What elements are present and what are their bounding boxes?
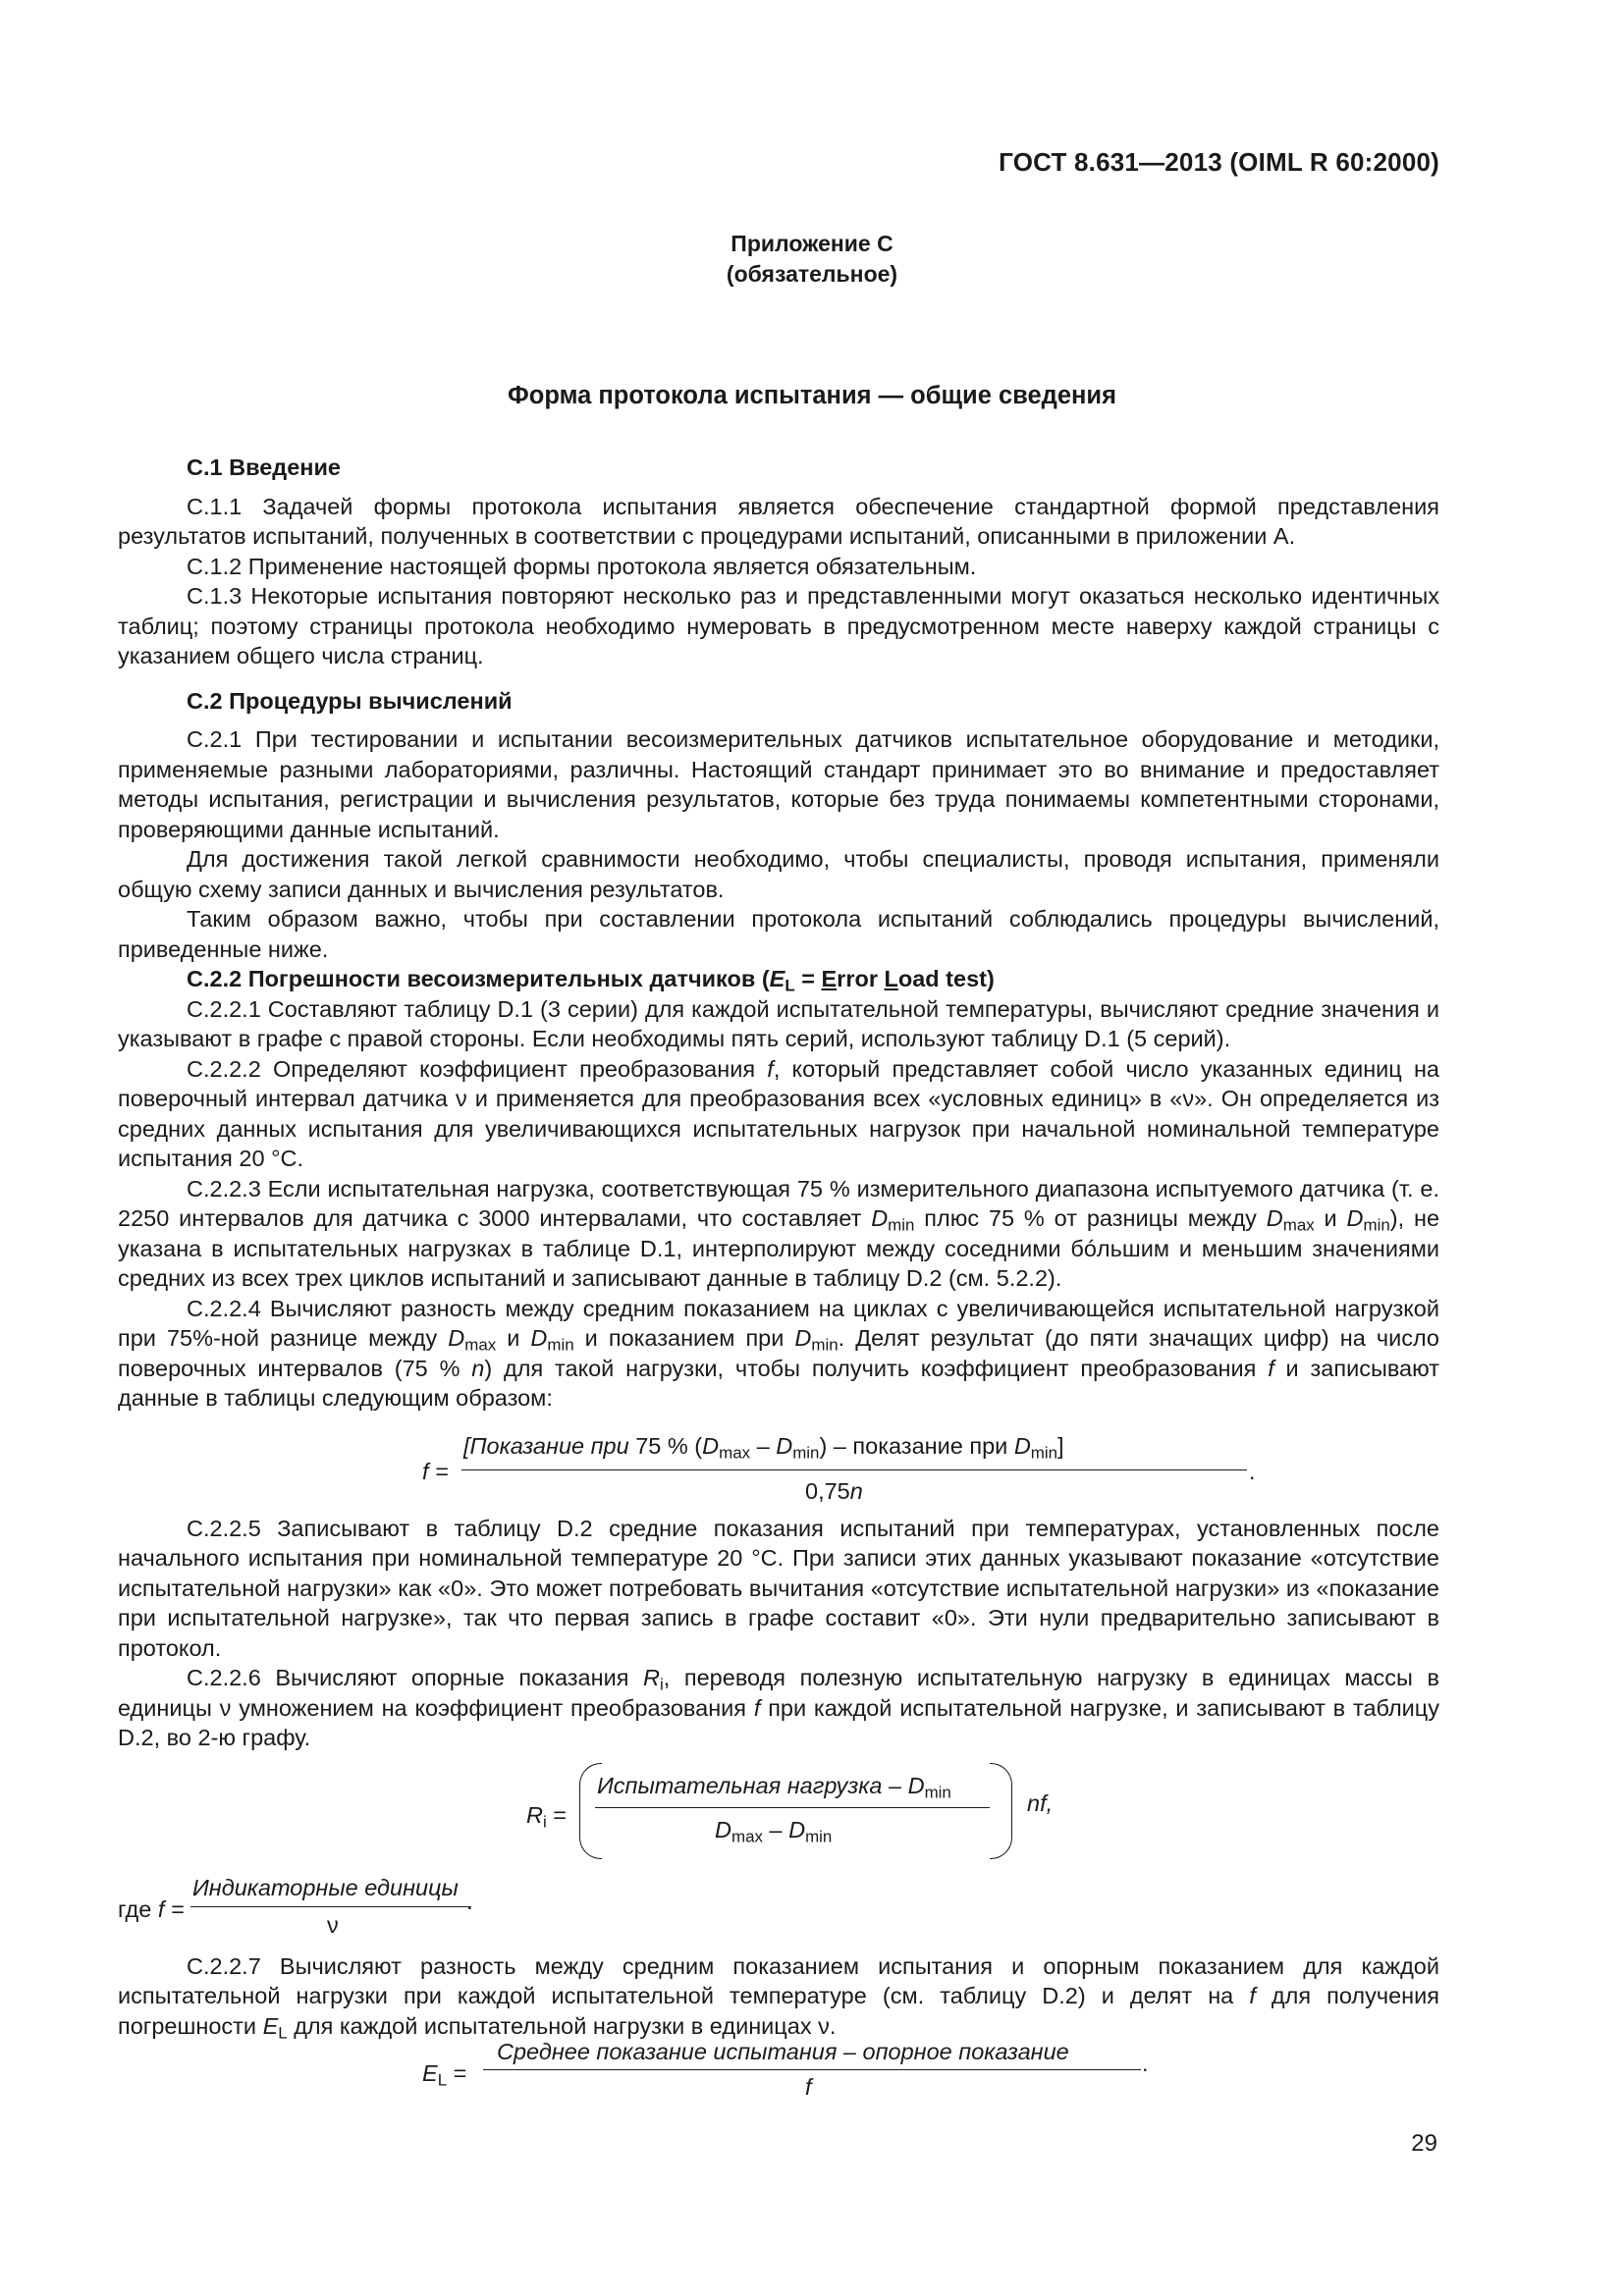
paragraph-c2-1c: Таким образом важно, чтобы при составлении протокола испытаний соблюдались процедуры вычислений, приведенные ниже.: [118, 906, 1439, 962]
formula-1-denominator: 0,75n: [805, 1477, 863, 1504]
annex-title-block: [0, 229, 1624, 290]
annex-title: Приложение С: [731, 231, 893, 256]
formula-4-fraction-line: [483, 2069, 1141, 2070]
formula-4-denominator: f: [805, 2074, 812, 2100]
formula-4-tail: .: [1142, 2051, 1149, 2076]
section-c2-heading: С.2 Процедуры вычислений: [187, 687, 513, 714]
paragraph-c1-1: С.1.1 Задачей формы протокола испытания является обеспечение стандартной формой представления результатов испытаний, полученных в соответствии с процедурами испытаний, описанными в приложении А.: [118, 493, 1439, 549]
formula-1-numerator: [Показание при 75 % $(D_{max} - D_{min})$ – показание при $D_{min}$]: [463, 1432, 1064, 1463]
formula-3-numerator: Индикаторные единицы: [192, 1874, 459, 1900]
paragraph-c2-2-6: С.2.2.6 Вычисляют опорные показания $R_i$, переводя полезную испытательную нагрузку в единицах массы в единицы ν умножением на коэффициент преобразования f при каждой испытательной нагрузке, и записывают в таблицу D.2, во 2-ю графу.: [118, 1665, 1440, 1750]
paragraph-c2-1b: Для достижения такой легкой сравнимости необходимо, чтобы специалисты, проводя испытания, применяли общую схему записи данных и вычисления результатов.: [118, 846, 1439, 902]
formula-3-denominator: ν: [327, 1911, 339, 1938]
formula-2-fraction-line: [595, 1807, 990, 1808]
paragraph-c1-3: С.1.3 Некоторые испытания повторяют несколько раз и представленными могут оказаться несколько идентичных таблиц; поэтому страницы протокола необходимо нумеровать в предусмотренном месте наверху каждой страницы с указанием общего числа страниц.: [118, 583, 1439, 668]
paragraph-c2-2-7: С.2.2.7 Вычисляют разность между средним показанием испытания и опорным показанием для каждой испытательной нагрузки при каждой испытательной температуре (см. таблицу D.2) и делят на f для получения погрешности $E_L$ для каждой испытательной нагрузки в единицах ν.: [118, 1952, 1440, 2043]
formula-3-fraction-line: [190, 1906, 471, 1907]
formula-2-right-paren: [990, 1763, 1012, 1859]
main-title: Форма протокола испытания — общие сведения: [507, 382, 1116, 409]
formula-2-denominator: $D_{max} - D_{min}$: [715, 1816, 833, 1846]
paragraph-c2-2-2: С.2.2.2 Определяют коэффициент преобразования f, который представляет собой число указанных единиц на поверочный интервал датчика ν и применяется для преобразования всех «условных единиц» в «ν». Он определяется из средних данных испытания для увеличивающихся испытательных нагрузок при начальной номинальной температуре испытания 20 °С.: [118, 1055, 1440, 1171]
page-number: 29: [1411, 2130, 1437, 2157]
formula-conversion-factor: [118, 1417, 1439, 1506]
paragraph-c2-2-1: С.2.2.1 Составляют таблицу D.1 (3 серии) для каждой испытательной температуры, вычисляют средние значения и указывают в графе с правой стороны. Если необходимы пять серий, используют таблицу D.1 (5 серий).: [118, 995, 1439, 1051]
formula-error: [118, 2041, 1439, 2104]
section-c1-heading: С.1 Введение: [187, 454, 341, 480]
paragraph-c2-2-5: С.2.2.5 Записывают в таблицу D.2 средние показания испытаний при температурах, установленных после начального испытания при номинальной температуре 20 °С. При записи этих данных указывают показание «отсутствие испытательной нагрузки» как «0». Это может потребовать вычитания «отсутствие испытательной нагрузки» из «показание при испытательной нагрузке», так что первая запись в графе составит «0». Эти нули предварительно записывают в протокол.: [118, 1515, 1439, 1661]
formula-4-lhs: $E_L$ =: [422, 2060, 467, 2090]
annex-status: (обязательное): [726, 261, 898, 287]
document-body: [118, 453, 1439, 2111]
document-header-code: ГОСТ 8.631—2013 (OIML R 60:2000): [999, 147, 1439, 177]
paragraph-c2-2-4: С.2.2.4 Вычисляют разность между средним показанием на циклах с увеличивающейся испытательной нагрузкой при 75%-ной разнице между $D_{max}$ и $D_{min}$ и показанием при $D_{min}$. Делят результат (до пяти значащих цифр) на число поверочных интервалов (75 % n) для такой нагрузки, чтобы получить коэффициент преобразования f и записывают данные в таблицы следующим образом:: [118, 1295, 1439, 1411]
formula-3-tail: .: [466, 1888, 473, 1914]
formula-1-lhs: f =: [422, 1458, 449, 1484]
paragraph-c1-2: С.1.2 Применение настоящей формы протокола является обязательным.: [187, 553, 977, 579]
formula-reference-reading: [118, 1761, 1439, 1867]
formula-2-tail: nf,: [1027, 1789, 1054, 1816]
paragraph-c2-1: С.2.1 При тестировании и испытании весоизмерительных датчиков испытательное оборудование и методики, применяемые разными лабораториями, различны. Настоящий стандарт принимает это во внимание и предоставляет методы испытания, регистрации и вычисления результатов, которые без труда понимаемы компетентными сторонами, проверяющими данные испытаний.: [118, 726, 1439, 842]
formula-3-lhs: где f =: [118, 1896, 185, 1922]
section-c22-heading: С.2.2 Погрешности весоизмерительных датчиков ($E_L$ = Error Load test): [187, 966, 995, 995]
formula-f-definition: [118, 1873, 1439, 1944]
paragraph-c2-2-3: С.2.2.3 Если испытательная нагрузка, соответствующая 75 % измерительного диапазона испытуемого датчика (т. е. 2250 интервалов для датчика с 3000 интервалами, что составляет $D_{min}$ плюс 75 % от разницы между $D_{max}$ и $D_{min}$), не указана в испытательных нагрузках в таблице D.1, интерполируют между соседними бóльшим и меньшим значениями средних из всех трех циклов испытаний и записывают данные в таблицу D.2 (см. 5.2.2).: [118, 1175, 1440, 1291]
formula-1-fraction-line: [461, 1469, 1247, 1470]
formula-4-numerator: Среднее показание испытания – опорное показание: [497, 2039, 1069, 2064]
formula-1-tail: .: [1249, 1458, 1256, 1484]
formula-2-lhs: $R_i$ =: [526, 1801, 568, 1832]
formula-2-numerator: Испытательная нагрузка – $D_{min}$: [597, 1772, 951, 1802]
